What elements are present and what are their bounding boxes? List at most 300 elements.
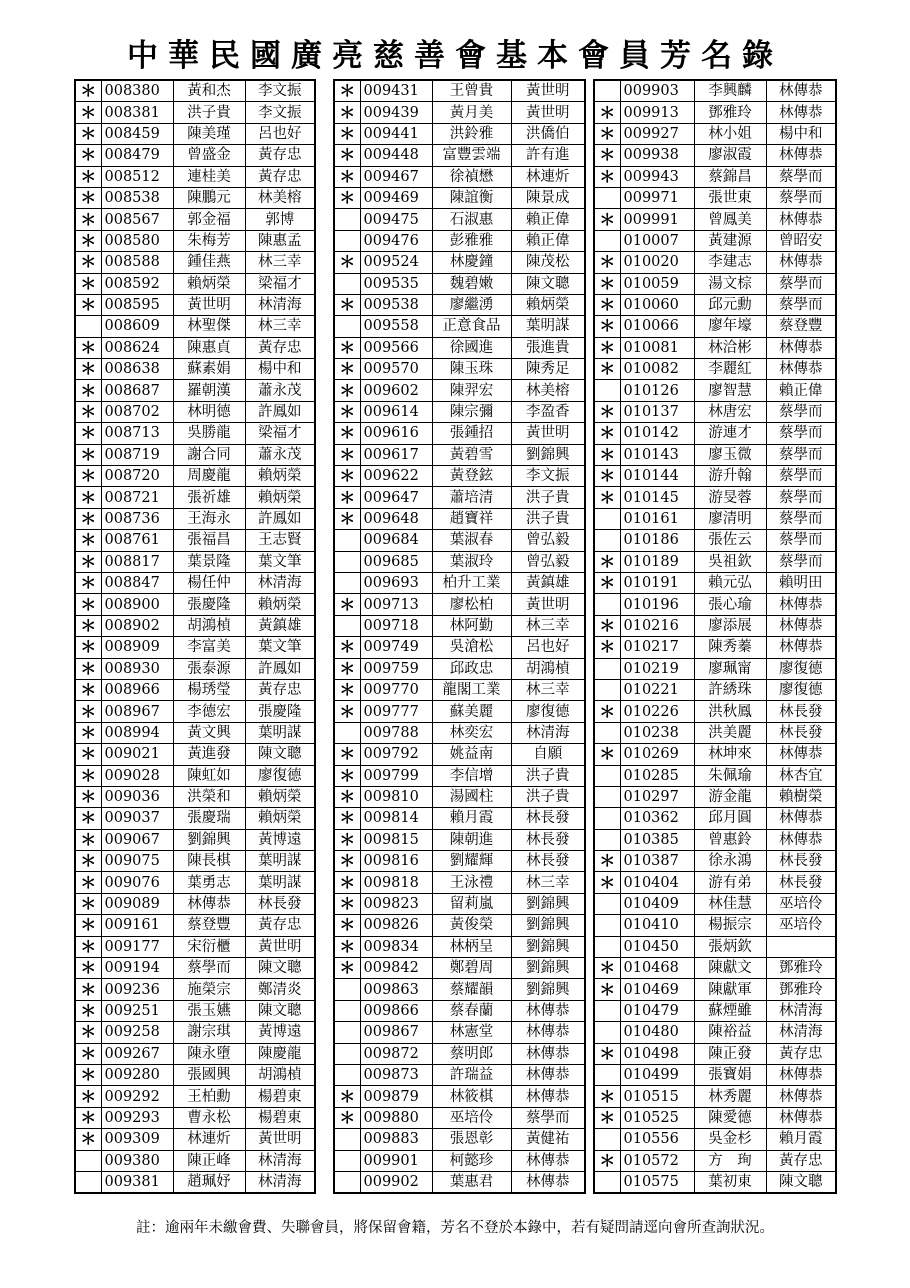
member-id: 009903 bbox=[620, 80, 694, 102]
member-name: 巫培伶 bbox=[432, 1107, 511, 1128]
referrer-name: 梁福才 bbox=[245, 273, 315, 294]
member-name: 黃登鉉 bbox=[432, 466, 511, 487]
member-mark: ＊ bbox=[594, 337, 620, 358]
member-name: 黃建源 bbox=[694, 230, 766, 251]
member-mark bbox=[594, 893, 620, 914]
member-mark: ＊ bbox=[75, 958, 101, 979]
table-row bbox=[75, 786, 315, 807]
member-name: 徐永鴻 bbox=[694, 851, 766, 872]
member-id: 010196 bbox=[620, 594, 694, 615]
member-mark: ＊ bbox=[334, 80, 360, 102]
table-row bbox=[594, 872, 836, 893]
table-row bbox=[75, 230, 315, 251]
member-mark: ＊ bbox=[75, 294, 101, 315]
member-name: 吳勝龍 bbox=[173, 423, 245, 444]
referrer-name: 林傳恭 bbox=[766, 615, 836, 636]
table-row bbox=[334, 337, 585, 358]
table-row bbox=[75, 936, 315, 957]
member-id: 008624 bbox=[101, 337, 173, 358]
member-name: 林坤來 bbox=[694, 744, 766, 765]
member-name: 朱梅芳 bbox=[173, 230, 245, 251]
table-row bbox=[594, 423, 836, 444]
member-name: 曹永松 bbox=[173, 1107, 245, 1128]
member-id: 009749 bbox=[360, 637, 432, 658]
member-name: 蘇煙雖 bbox=[694, 1000, 766, 1021]
referrer-name: 黃世明 bbox=[511, 102, 585, 123]
member-mark: ＊ bbox=[334, 915, 360, 936]
table-row bbox=[334, 1064, 585, 1085]
referrer-name: 鄭清炎 bbox=[245, 979, 315, 1000]
referrer-name: 巫培伶 bbox=[766, 893, 836, 914]
member-name: 陳永墮 bbox=[173, 1043, 245, 1064]
member-name: 黃俊榮 bbox=[432, 915, 511, 936]
referrer-name: 賴炳榮 bbox=[245, 594, 315, 615]
member-mark: ＊ bbox=[594, 145, 620, 166]
member-mark bbox=[594, 380, 620, 401]
member-id: 008595 bbox=[101, 294, 173, 315]
member-mark bbox=[594, 230, 620, 251]
member-id: 009826 bbox=[360, 915, 432, 936]
member-mark: ＊ bbox=[594, 1150, 620, 1171]
member-mark: ＊ bbox=[594, 1107, 620, 1128]
member-name: 吳祖欽 bbox=[694, 551, 766, 572]
table-row bbox=[594, 958, 836, 979]
member-id: 009866 bbox=[360, 1000, 432, 1021]
member-name: 林奕宏 bbox=[432, 722, 511, 743]
member-id: 010479 bbox=[620, 1000, 694, 1021]
referrer-name: 林清海 bbox=[245, 572, 315, 593]
referrer-name: 陳茂松 bbox=[511, 252, 585, 273]
table-row bbox=[594, 1043, 836, 1064]
referrer-name: 劉錦興 bbox=[511, 915, 585, 936]
referrer-name: 黃博遠 bbox=[245, 829, 315, 850]
table-row bbox=[594, 1086, 836, 1107]
member-name: 張慶瑞 bbox=[173, 808, 245, 829]
member-name: 陳裕益 bbox=[694, 1022, 766, 1043]
member-name: 游連才 bbox=[694, 423, 766, 444]
member-name: 陳獻軍 bbox=[694, 979, 766, 1000]
member-table-2 bbox=[333, 79, 586, 1194]
member-id: 010137 bbox=[620, 401, 694, 422]
table-row bbox=[75, 893, 315, 914]
member-id: 009685 bbox=[360, 551, 432, 572]
member-mark bbox=[594, 829, 620, 850]
referrer-name: 林傳恭 bbox=[766, 594, 836, 615]
table-row bbox=[75, 252, 315, 273]
member-mark bbox=[334, 1043, 360, 1064]
member-mark: ＊ bbox=[334, 123, 360, 144]
member-name: 黃進發 bbox=[173, 744, 245, 765]
member-name: 洪秋鳳 bbox=[694, 701, 766, 722]
referrer-name: 呂也好 bbox=[511, 637, 585, 658]
member-id: 010362 bbox=[620, 808, 694, 829]
table-row bbox=[75, 80, 315, 102]
table-row bbox=[75, 1129, 315, 1150]
member-name: 張佐云 bbox=[694, 530, 766, 551]
member-id: 009309 bbox=[101, 1129, 173, 1150]
referrer-name: 曾弘毅 bbox=[511, 530, 585, 551]
referrer-name: 鄧雅玲 bbox=[766, 979, 836, 1000]
member-mark: ＊ bbox=[594, 958, 620, 979]
member-id: 008761 bbox=[101, 530, 173, 551]
member-name: 湯國柱 bbox=[432, 786, 511, 807]
referrer-name: 賴明田 bbox=[766, 572, 836, 593]
table-row bbox=[594, 209, 836, 230]
member-id: 010191 bbox=[620, 572, 694, 593]
member-id: 008380 bbox=[101, 80, 173, 102]
member-name: 石淑惠 bbox=[432, 209, 511, 230]
table-row bbox=[334, 872, 585, 893]
referrer-name: 蔡登豐 bbox=[766, 316, 836, 337]
member-mark: ＊ bbox=[334, 145, 360, 166]
table-row bbox=[594, 594, 836, 615]
member-mark: ＊ bbox=[75, 487, 101, 508]
referrer-name: 廖復德 bbox=[766, 679, 836, 700]
member-id: 009799 bbox=[360, 765, 432, 786]
page-title: 中華民國廣亮慈善會基本會員芳名錄 bbox=[127, 38, 783, 74]
member-id: 009823 bbox=[360, 893, 432, 914]
referrer-name: 林傳恭 bbox=[766, 209, 836, 230]
table-row bbox=[334, 145, 585, 166]
referrer-name: 林傳恭 bbox=[766, 337, 836, 358]
member-id: 008459 bbox=[101, 123, 173, 144]
member-id: 010469 bbox=[620, 979, 694, 1000]
referrer-name: 林傳恭 bbox=[766, 80, 836, 102]
member-mark: ＊ bbox=[334, 337, 360, 358]
table-row bbox=[75, 145, 315, 166]
member-mark bbox=[334, 1150, 360, 1171]
member-name: 葉淑玲 bbox=[432, 551, 511, 572]
member-id: 009788 bbox=[360, 722, 432, 743]
member-id: 009177 bbox=[101, 936, 173, 957]
member-name: 張鍾招 bbox=[432, 423, 511, 444]
member-mark bbox=[594, 187, 620, 208]
member-name: 陳朝進 bbox=[432, 829, 511, 850]
member-id: 009475 bbox=[360, 209, 432, 230]
referrer-name: 巫培伶 bbox=[766, 915, 836, 936]
member-mark: ＊ bbox=[75, 508, 101, 529]
table-row bbox=[75, 423, 315, 444]
referrer-name: 楊碧東 bbox=[245, 1107, 315, 1128]
table-row bbox=[594, 701, 836, 722]
table-row bbox=[594, 637, 836, 658]
referrer-name: 胡鴻楨 bbox=[245, 1064, 315, 1085]
referrer-name: 蔡學而 bbox=[766, 466, 836, 487]
table-row bbox=[75, 1000, 315, 1021]
member-mark: ＊ bbox=[334, 658, 360, 679]
table-row bbox=[334, 1107, 585, 1128]
table-row bbox=[594, 658, 836, 679]
member-mark: ＊ bbox=[334, 380, 360, 401]
member-mark: ＊ bbox=[594, 359, 620, 380]
referrer-name: 林傳恭 bbox=[766, 1064, 836, 1085]
member-name: 徐禎懋 bbox=[432, 166, 511, 187]
referrer-name: 陳慶龍 bbox=[245, 1043, 315, 1064]
member-name: 黃碧雪 bbox=[432, 444, 511, 465]
referrer-name: 廖復德 bbox=[766, 658, 836, 679]
table-row bbox=[334, 829, 585, 850]
member-mark: ＊ bbox=[75, 744, 101, 765]
referrer-name bbox=[766, 936, 836, 957]
member-id: 009880 bbox=[360, 1107, 432, 1128]
referrer-name: 黃博遠 bbox=[245, 1022, 315, 1043]
member-mark: ＊ bbox=[334, 679, 360, 700]
referrer-name: 林傳恭 bbox=[766, 102, 836, 123]
member-id: 008930 bbox=[101, 658, 173, 679]
member-mark bbox=[594, 530, 620, 551]
member-mark: ＊ bbox=[75, 851, 101, 872]
member-mark bbox=[594, 722, 620, 743]
referrer-name: 陳秀足 bbox=[511, 359, 585, 380]
table-row bbox=[594, 765, 836, 786]
table-row bbox=[334, 679, 585, 700]
referrer-name: 賴炳榮 bbox=[245, 466, 315, 487]
member-id: 008994 bbox=[101, 722, 173, 743]
member-id: 009021 bbox=[101, 744, 173, 765]
member-name: 游金龍 bbox=[694, 786, 766, 807]
table-row bbox=[75, 1171, 315, 1193]
member-id: 010404 bbox=[620, 872, 694, 893]
member-mark: ＊ bbox=[334, 744, 360, 765]
member-id: 009927 bbox=[620, 123, 694, 144]
referrer-name: 葉文筆 bbox=[245, 551, 315, 572]
member-name: 林慶鐘 bbox=[432, 252, 511, 273]
table-row bbox=[75, 1150, 315, 1171]
member-mark bbox=[594, 80, 620, 102]
referrer-name: 葉明謀 bbox=[245, 722, 315, 743]
member-mark: ＊ bbox=[334, 487, 360, 508]
referrer-name: 黃鎮雄 bbox=[245, 615, 315, 636]
member-mark: ＊ bbox=[75, 166, 101, 187]
member-name: 王曾貴 bbox=[432, 80, 511, 102]
referrer-name: 蔡學而 bbox=[766, 508, 836, 529]
member-mark bbox=[594, 1129, 620, 1150]
referrer-name: 林三幸 bbox=[511, 872, 585, 893]
member-mark: ＊ bbox=[334, 508, 360, 529]
table-row bbox=[334, 316, 585, 337]
member-name: 柏升工業 bbox=[432, 572, 511, 593]
member-mark: ＊ bbox=[594, 979, 620, 1000]
member-name: 彭雅雅 bbox=[432, 230, 511, 251]
member-name: 張世東 bbox=[694, 187, 766, 208]
referrer-name: 林傳恭 bbox=[511, 1150, 585, 1171]
member-name: 陳宗彌 bbox=[432, 401, 511, 422]
member-id: 010066 bbox=[620, 316, 694, 337]
referrer-name: 葉文筆 bbox=[245, 637, 315, 658]
member-mark: ＊ bbox=[594, 487, 620, 508]
table-row bbox=[594, 166, 836, 187]
table-row bbox=[594, 786, 836, 807]
table-row bbox=[75, 166, 315, 187]
referrer-name: 黃存忠 bbox=[245, 679, 315, 700]
member-mark bbox=[334, 316, 360, 337]
referrer-name: 林長發 bbox=[511, 829, 585, 850]
member-id: 009431 bbox=[360, 80, 432, 102]
member-id: 009693 bbox=[360, 572, 432, 593]
member-name: 正意食品 bbox=[432, 316, 511, 337]
member-id: 010575 bbox=[620, 1171, 694, 1193]
referrer-name: 黃存忠 bbox=[766, 1043, 836, 1064]
member-id: 008713 bbox=[101, 423, 173, 444]
table-row bbox=[75, 1022, 315, 1043]
member-mark bbox=[334, 615, 360, 636]
referrer-name: 林傳恭 bbox=[766, 1107, 836, 1128]
referrer-name: 許鳳如 bbox=[245, 658, 315, 679]
table-row bbox=[334, 893, 585, 914]
table-row bbox=[75, 508, 315, 529]
member-name: 周慶龍 bbox=[173, 466, 245, 487]
member-id: 010145 bbox=[620, 487, 694, 508]
member-id: 008721 bbox=[101, 487, 173, 508]
member-mark: ＊ bbox=[594, 701, 620, 722]
member-id: 010450 bbox=[620, 936, 694, 957]
referrer-name: 楊碧東 bbox=[245, 1086, 315, 1107]
referrer-name: 葉明謀 bbox=[511, 316, 585, 337]
member-mark: ＊ bbox=[334, 466, 360, 487]
referrer-name: 黃存忠 bbox=[245, 166, 315, 187]
member-mark: ＊ bbox=[75, 701, 101, 722]
table-row bbox=[75, 466, 315, 487]
member-id: 010269 bbox=[620, 744, 694, 765]
member-mark: ＊ bbox=[75, 979, 101, 1000]
member-mark: ＊ bbox=[594, 209, 620, 230]
member-mark: ＊ bbox=[594, 1043, 620, 1064]
table-row bbox=[334, 1129, 585, 1150]
member-name: 蔡錦昌 bbox=[694, 166, 766, 187]
member-mark: ＊ bbox=[334, 637, 360, 658]
referrer-name: 蔡學而 bbox=[766, 401, 836, 422]
member-name: 陳美瑾 bbox=[173, 123, 245, 144]
member-name: 林唐宏 bbox=[694, 401, 766, 422]
member-name: 廖年壕 bbox=[694, 316, 766, 337]
table-row bbox=[594, 744, 836, 765]
member-mark bbox=[334, 1171, 360, 1193]
member-mark: ＊ bbox=[334, 893, 360, 914]
referrer-name: 曾昭安 bbox=[766, 230, 836, 251]
member-mark bbox=[334, 1022, 360, 1043]
referrer-name: 黃世明 bbox=[245, 936, 315, 957]
member-name: 徐國進 bbox=[432, 337, 511, 358]
referrer-name: 陳景成 bbox=[511, 187, 585, 208]
member-id: 009037 bbox=[101, 808, 173, 829]
member-name: 蔡學而 bbox=[173, 958, 245, 979]
member-name: 陳玉珠 bbox=[432, 359, 511, 380]
referrer-name: 林傳恭 bbox=[511, 1000, 585, 1021]
referrer-name: 曾弘毅 bbox=[511, 551, 585, 572]
member-name: 陳虹如 bbox=[173, 765, 245, 786]
referrer-name: 張慶隆 bbox=[245, 701, 315, 722]
member-name: 洪榮和 bbox=[173, 786, 245, 807]
referrer-name: 黃世明 bbox=[245, 1129, 315, 1150]
member-id: 010409 bbox=[620, 893, 694, 914]
referrer-name: 陳惠孟 bbox=[245, 230, 315, 251]
member-name: 方 珣 bbox=[694, 1150, 766, 1171]
member-name: 謝宗琪 bbox=[173, 1022, 245, 1043]
table-row bbox=[75, 209, 315, 230]
referrer-name: 黃存忠 bbox=[766, 1150, 836, 1171]
member-id: 009684 bbox=[360, 530, 432, 551]
member-name: 吳金杉 bbox=[694, 1129, 766, 1150]
member-mark: ＊ bbox=[75, 273, 101, 294]
member-name: 林秀麗 bbox=[694, 1086, 766, 1107]
member-name: 連桂美 bbox=[173, 166, 245, 187]
member-mark: ＊ bbox=[75, 594, 101, 615]
member-id: 008720 bbox=[101, 466, 173, 487]
member-name: 鍾佳燕 bbox=[173, 252, 245, 273]
member-mark bbox=[594, 1171, 620, 1193]
table-row bbox=[594, 615, 836, 636]
member-id: 008580 bbox=[101, 230, 173, 251]
member-id: 010221 bbox=[620, 679, 694, 700]
member-id: 010525 bbox=[620, 1107, 694, 1128]
table-row bbox=[334, 444, 585, 465]
member-id: 010082 bbox=[620, 359, 694, 380]
member-id: 009863 bbox=[360, 979, 432, 1000]
referrer-name: 林長發 bbox=[766, 872, 836, 893]
member-name: 龍閣工業 bbox=[432, 679, 511, 700]
referrer-name: 賴正偉 bbox=[511, 230, 585, 251]
referrer-name: 賴正偉 bbox=[511, 209, 585, 230]
referrer-name: 賴正偉 bbox=[766, 380, 836, 401]
referrer-name: 鄧雅玲 bbox=[766, 958, 836, 979]
member-mark: ＊ bbox=[334, 444, 360, 465]
table-row bbox=[75, 829, 315, 850]
member-name: 李興麟 bbox=[694, 80, 766, 102]
referrer-name: 梁福才 bbox=[245, 423, 315, 444]
member-id: 010297 bbox=[620, 786, 694, 807]
member-name: 賴炳榮 bbox=[173, 273, 245, 294]
referrer-name: 劉錦興 bbox=[511, 936, 585, 957]
referrer-name: 林傳恭 bbox=[766, 829, 836, 850]
member-name: 李富美 bbox=[173, 637, 245, 658]
referrer-name: 林傳恭 bbox=[511, 1064, 585, 1085]
member-mark: ＊ bbox=[334, 294, 360, 315]
member-mark: ＊ bbox=[75, 252, 101, 273]
member-id: 008381 bbox=[101, 102, 173, 123]
member-name: 葉景隆 bbox=[173, 551, 245, 572]
member-mark bbox=[334, 209, 360, 230]
member-id: 010143 bbox=[620, 444, 694, 465]
referrer-name: 林杏宜 bbox=[766, 765, 836, 786]
member-id: 010007 bbox=[620, 230, 694, 251]
referrer-name: 呂也好 bbox=[245, 123, 315, 144]
member-id: 009616 bbox=[360, 423, 432, 444]
member-mark bbox=[594, 936, 620, 957]
member-name: 張國興 bbox=[173, 1064, 245, 1085]
footnote: 註：逾兩年未繳會費、失聯會員，將保留會籍，芳名不登於本錄中，若有疑問請逕向會所查詢狀況。 bbox=[136, 1220, 774, 1236]
referrer-name: 林長發 bbox=[766, 701, 836, 722]
member-mark: ＊ bbox=[594, 444, 620, 465]
member-id: 008538 bbox=[101, 187, 173, 208]
member-mark: ＊ bbox=[75, 145, 101, 166]
table-row bbox=[334, 209, 585, 230]
member-id: 009648 bbox=[360, 508, 432, 529]
member-name: 劉錦興 bbox=[173, 829, 245, 850]
member-mark bbox=[334, 1129, 360, 1150]
member-name: 趙珮妤 bbox=[173, 1171, 245, 1193]
member-id: 008702 bbox=[101, 401, 173, 422]
referrer-name: 林長發 bbox=[511, 851, 585, 872]
member-id: 009943 bbox=[620, 166, 694, 187]
member-name: 劉耀輝 bbox=[432, 851, 511, 872]
referrer-name: 廖復德 bbox=[245, 765, 315, 786]
table-row bbox=[75, 958, 315, 979]
table-row bbox=[75, 530, 315, 551]
member-id: 010226 bbox=[620, 701, 694, 722]
table-row bbox=[75, 551, 315, 572]
member-id: 008609 bbox=[101, 316, 173, 337]
referrer-name: 林長發 bbox=[511, 808, 585, 829]
